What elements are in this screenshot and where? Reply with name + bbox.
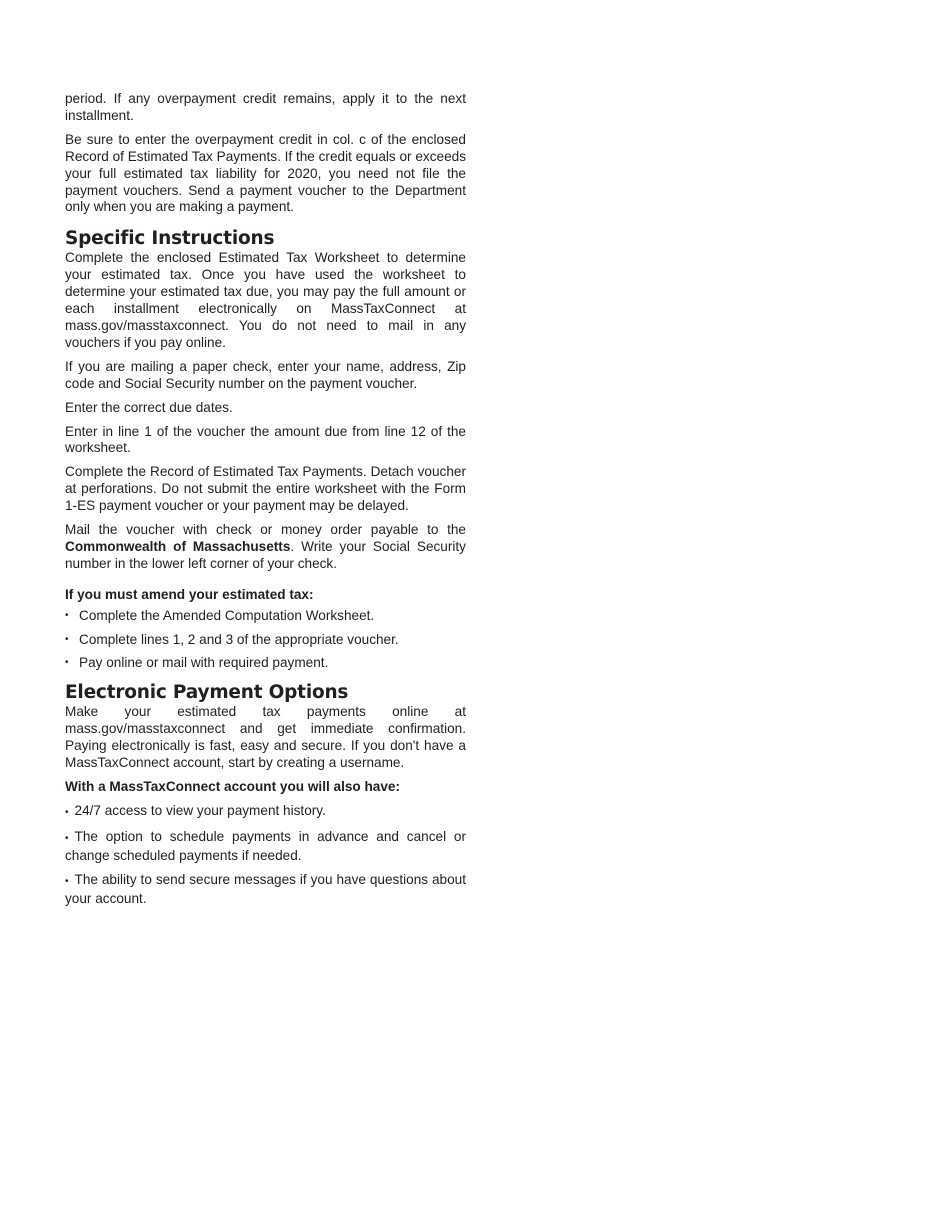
list-item: • The option to schedule payments in advance and cancel or change scheduled payments if needed. [65, 828, 466, 863]
amend-heading: If you must amend your estimated tax: [65, 586, 314, 602]
specific-paragraph-1: Complete the enclosed Estimated Tax Worksheet to determine your estimated tax. Once you have used the worksheet to determine your estimated tax due, you may pay the full amount or each installment electronically on MassTaxConnect at mass.gov/masstaxconnect. You do not need to mail in any vouchers if you pay online. [65, 250, 466, 350]
bullet-icon: • [65, 657, 69, 669]
account-benefits-heading: With a MassTaxConnect account you will also have: [65, 779, 401, 794]
payee-text-before: Mail the voucher with check or money order payable to the [65, 522, 466, 538]
list-item: • Complete lines 1, 2 and 3 of the appropriate voucher. [65, 631, 399, 647]
instructions-column [65, 91, 466, 907]
list-item: • The ability to send secure messages if you have questions about your account. [65, 871, 466, 906]
specific-paragraph-4: Enter in line 1 of the voucher the amount due from line 12 of the worksheet. [65, 423, 466, 456]
specific-paragraph-6 [65, 522, 466, 573]
specific-paragraph-3: Enter the correct due dates. [65, 399, 233, 415]
payee-text-after: . Write your Social Security number in the lower left corner of your check. [65, 538, 466, 571]
bullet-icon: • [65, 832, 69, 844]
electronic-payment-heading: Electronic Payment Options [65, 682, 349, 704]
list-item: • Pay online or mail with required payment. [65, 655, 329, 671]
list-item: • Complete the Amended Computation Worksheet. [65, 607, 375, 623]
amend-list [65, 608, 466, 673]
specific-paragraph-2: If you are mailing a paper check, enter your name, address, Zip code and Social Security number on the payment voucher. [65, 358, 466, 391]
bullet-icon: • [65, 633, 69, 645]
bullet-icon: • [65, 609, 69, 621]
intro-paragraph-1: period. If any overpayment credit remains, apply it to the next installment. [65, 91, 466, 123]
intro-paragraph-2: Be sure to enter the overpayment credit in col. c of the enclosed Record of Estimated Tax Payments. If the credit equals or exceeds your full estimated tax liability for 2020, you need not file the payment vouchers. Send a payment voucher to the Department only when you are making a payment. [65, 131, 466, 215]
electronic-paragraph-1: Make your estimated tax payments online at mass.gov/masstaxconnect and get immediate confirmation. Paying electronically is fast, easy and secure. If you don't have a MassTaxConnect account, start by creating a username. [65, 704, 466, 771]
specific-instructions-heading: Specific Instructions [65, 228, 275, 250]
list-item: • 24/7 access to view your payment history. [65, 802, 326, 818]
payee-name: Commonwealth of Massachusetts [65, 538, 291, 554]
bullet-icon: • [65, 875, 69, 887]
specific-paragraph-5: Complete the Record of Estimated Tax Payments. Detach voucher at perforations. Do not submit the entire worksheet with the Form 1-ES payment voucher or your payment may be delayed. [65, 464, 466, 514]
bullet-icon: • [65, 806, 69, 818]
